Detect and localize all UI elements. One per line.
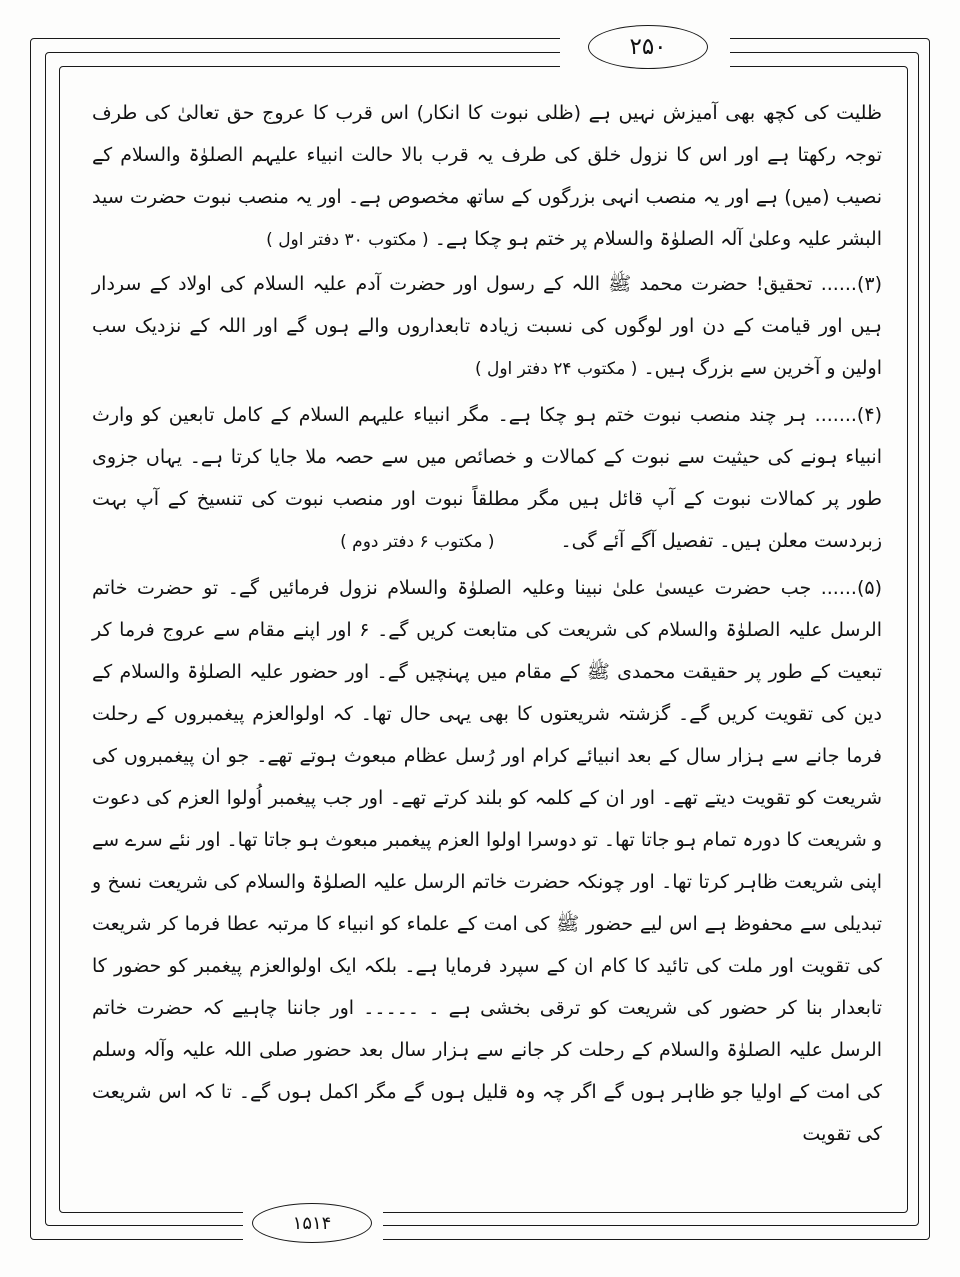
paragraph-1 bbox=[92, 92, 882, 261]
paragraph-2-reference: ( مکتوب ۲۴ دفتر اول ) bbox=[474, 359, 638, 379]
page-number-header-text: ۲۵۰ bbox=[629, 34, 667, 60]
paragraph-3-text: ہر چند منصب نبوت ختم ہو چکا ہے۔ مگر انبیاء علیہم السلام کے کامل تابعین کو وارث انبیاء ہونے کی حیثیت سے نبوت کے کمالات و خصائص میں سے حصہ ملا جایا کرتا ہے۔ یہاں جزوی طور پر کمالات نبوت کے آپ قائل ہیں مگر مطلقاً نبوت اور منصب نبوت کی تنسیخ کے آپ بہت زبردست معلن ہیں۔ تفصیل آگے آئے گی۔ bbox=[92, 404, 882, 552]
paragraph-4-marker: (۵)...... bbox=[820, 577, 882, 599]
paragraph-1-reference: ( مکتوب ۳۰ دفتر اول ) bbox=[266, 230, 429, 250]
paragraph-4-text: جب حضرت عیسیٰ علیٰ نبینا وعلیہ الصلوٰۃ والسلام نزول فرمائیں گے۔ تو حضرت خاتم الرسل علیہ الصلوٰۃ والسلام کی شریعت کی متابعت کریں گے۔ ۶ اور اپنے مقام سے عروج فرما کر تبعیت کے طور پر حقیقت محمدی ﷺ کے مقام میں پہنچیں گے۔ اور حضور علیہ الصلوٰۃ والسلام کے دین کی تقویت کریں گے۔ گزشتہ شریعتوں کا بھی یہی حال تھا۔ کہ اولوالعزم پیغمبروں کے رحلت فرما جانے سے ہزار سال کے بعد انبیائے کرام اور رُسل عظام مبعوث ہوتے تھے۔ جو ان پیغمبروں کی شریعت کو تقویت دیتے تھے۔ اور ان کے کلمہ کو بلند کرتے تھے۔ اور جب پیغمبر اُولوا العزم کی دعوت و شریعت کا دورہ تمام ہو جاتا تھا۔ تو دوسرا اولوا العزم پیغمبر مبعوث ہو جاتا تھا۔ اور نئے سرے سے اپنی شریعت ظاہر کرتا تھا۔ اور چونکہ حضرت خاتم الرسل علیہ الصلوٰۃ والسلام کی شریعت نسخ و تبدیلی سے محفوظ ہے اس لیے حضور ﷺ کی امت کے علماء کو انبیاء کا مرتبہ عطا فرما کر شریعت کی تقویت اور ملت کی تائید کا کام ان کے سپرد فرمایا ہے۔ بلکہ ایک اولوالعزم پیغمبر کو حضور کا تابعدار بنا کر حضور کی شریعت کو ترقی بخشی ہے ۔ bbox=[92, 577, 882, 1019]
paragraph-3 bbox=[92, 394, 882, 563]
paragraph-3-reference: ( مکتوب ۶ دفتر دوم ) bbox=[340, 532, 495, 552]
page-number-header bbox=[588, 25, 708, 69]
page-body bbox=[92, 92, 882, 1159]
page-number-footer-text: ۱۵۱۴ bbox=[292, 1212, 332, 1234]
paragraph-5-marker: ۔۔۔۔۔ bbox=[363, 997, 419, 1019]
paragraph-1-text: ظلیت کی کچھ بھی آمیزش نہیں ہے (ظلی نبوت کا انکار) اس قرب کا عروج حق تعالیٰ کی طرف توجہ رکھتا ہے اور اس کا نزول خلق کی طرف یہ قرب بالا حالت انبیاء علیہم الصلوٰۃ والسلام کے نصیب (میں) ہے اور یہ منصب انہی بزرگوں کے ساتھ مخصوص ہے۔ اور یہ منصب نبوت حضرت سید البشر علیہ وعلیٰ آلہ الصلوٰۃ والسلام پر ختم ہو چکا ہے۔ bbox=[92, 102, 882, 250]
paragraph-3-marker: (۴)....... bbox=[814, 404, 882, 426]
paragraph-2 bbox=[92, 263, 882, 390]
paragraph-2-marker: (۳)...... bbox=[820, 273, 883, 295]
paragraph-2-text: تحقیق! حضرت محمد ﷺ اللہ کے رسول اور حضرت آدم علیہ السلام کی اولاد کے سردار ہیں اور قیامت کے دن اور لوگوں کی نسبت زیادہ تابعداروں والے ہوں گے اور اللہ کے نزدیک سب اولین و آخرین سے بزرگ ہیں۔ bbox=[92, 273, 882, 379]
page-number-footer bbox=[252, 1203, 372, 1243]
paragraph-5-text: اور جاننا چاہیے کہ حضرت خاتم الرسل علیہ الصلوٰۃ والسلام کے رحلت کر جانے سے ہزار سال بعد حضور صلی اللہ علیہ وآلہ وسلم کی امت کے اولیا جو ظاہر ہوں گے اگر چہ وہ قلیل ہوں گے مگر اکمل ہوں گے۔ تا کہ اس شریعت کی تقویت bbox=[92, 997, 882, 1145]
paragraph-4 bbox=[92, 567, 882, 1155]
